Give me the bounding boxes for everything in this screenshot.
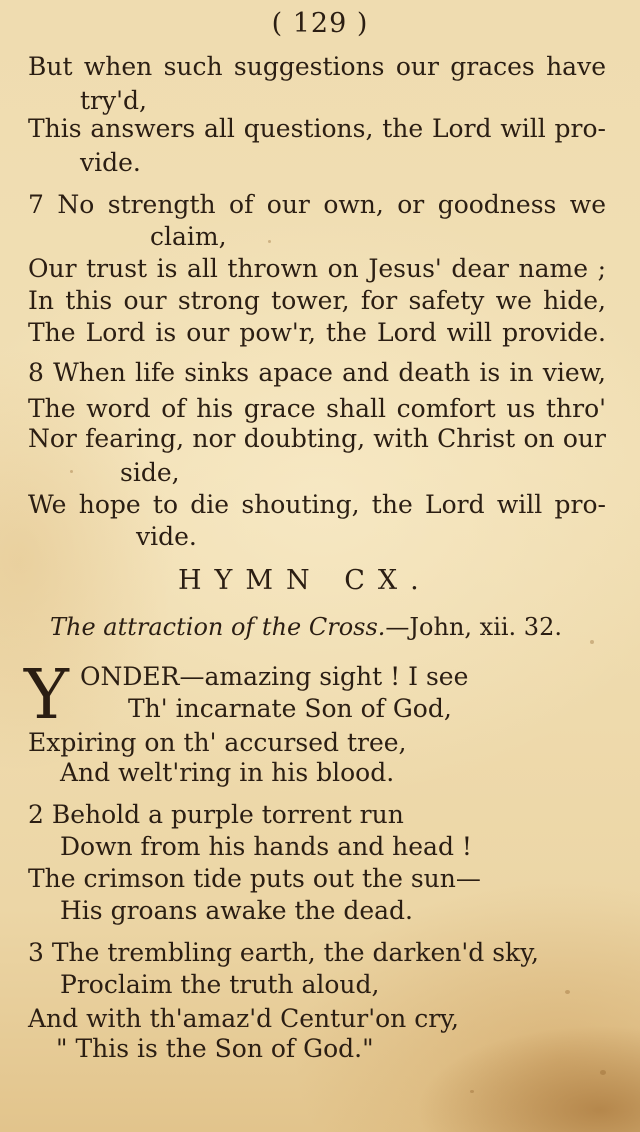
text-line: This answers all questions, the Lord will pro- [28,114,606,143]
hymn-line: And welt'ring in his blood. [60,758,395,787]
hymn-line: The crimson tide puts out the sun— [28,864,481,893]
text-line: But when such suggestions our graces have [28,52,606,81]
drop-cap: Y [24,656,69,735]
hymn-verse-2-line: 2 Behold a purple torrent run [28,800,404,829]
hymn-subtitle [50,613,562,641]
hymn-line: Expiring on th' accursed tree, [28,728,407,757]
foxing-spot [565,990,570,994]
hymn-line: Th' incarnate Son of God, [128,694,452,723]
foxing-spot [470,1090,474,1093]
hymn-line: Down from his hands and head ! [60,832,472,861]
text-line: try'd, [80,86,147,115]
hymn-verse-3-line: 3 The trembling earth, the darken'd sky, [28,938,539,967]
hymn-line: And with th'amaz'd Centur'on cry, [28,1004,459,1033]
text-line: Nor fearing, nor doubting, with Christ on our [28,424,606,453]
text-line: vide. [80,148,141,177]
text-line: The Lord is our pow'r, the Lord will provide. [28,318,606,347]
hymn-line: ONDER—amazing sight ! I see [80,662,469,691]
hymn-title: HYMN CX. [178,565,432,596]
foxing-spot [600,1070,606,1075]
verse-7-line: 7 No strength of our own, or goodness we [28,190,606,219]
hymn-line: His groans awake the dead. [60,896,414,925]
foxing-spot [70,470,73,473]
text-line: The word of his grace shall comfort us thro' [28,394,606,423]
foxing-spot [268,240,271,243]
foxing-spot [590,640,594,644]
verse-8-line: 8 When life sinks apace and death is in view, [28,358,606,387]
page-number: ( 129 ) [271,8,369,39]
subtitle-reference: —John, xii. 32. [385,613,562,641]
text-line: In this our strong tower, for safety we hide, [28,286,606,315]
text-line: We hope to die shouting, the Lord will pro- [28,490,606,519]
text-line: claim, [150,222,227,251]
subtitle-italic: The attraction of the Cross. [50,613,386,641]
hymn-line: Proclaim the truth aloud, [60,970,380,999]
hymn-line: " This is the Son of God." [56,1034,374,1063]
text-line: side, [120,458,180,487]
text-line: vide. [136,522,197,551]
text-line: Our trust is all thrown on Jesus' dear name ; [28,254,606,283]
